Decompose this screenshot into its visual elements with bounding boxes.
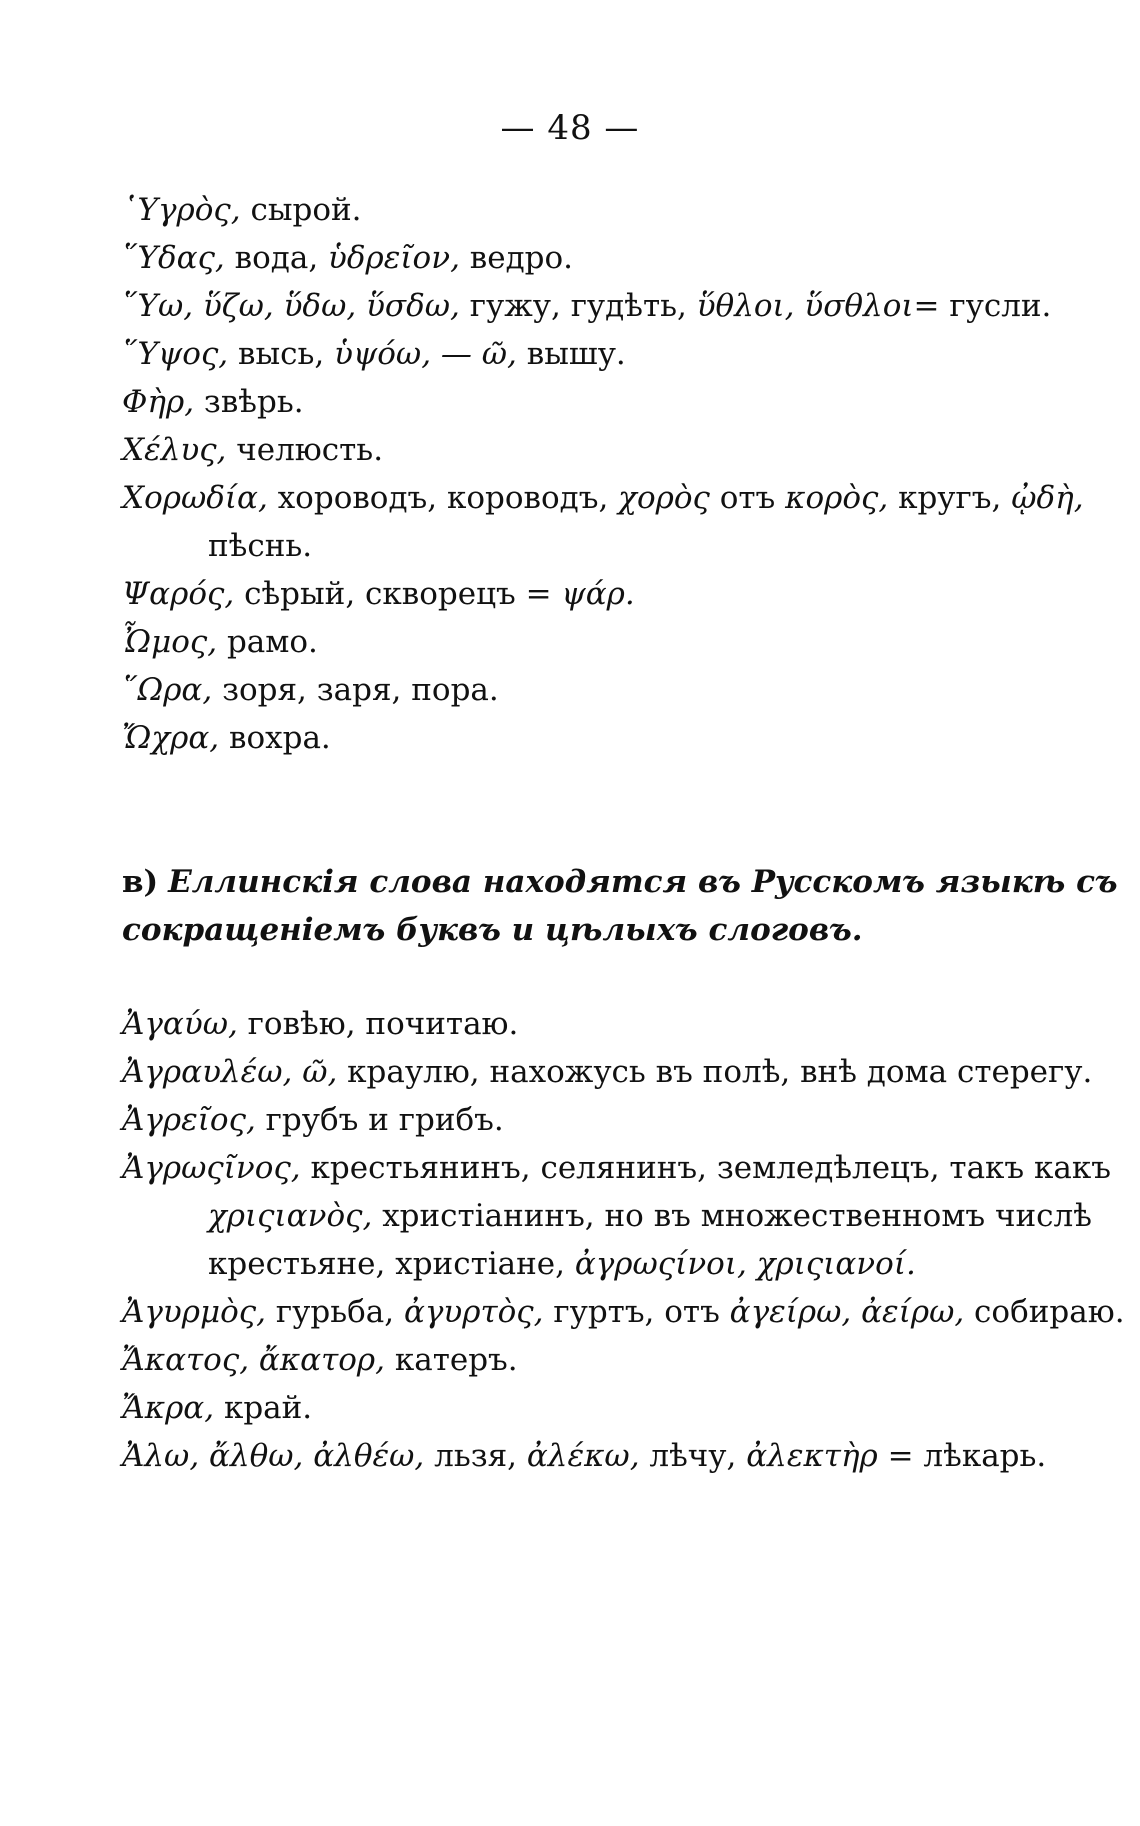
greek-term: Ἀγρεῖος,: [122, 1102, 256, 1138]
greek-term: ῾Υγρὸς,: [122, 192, 241, 228]
russian-gloss: катеръ.: [385, 1342, 518, 1378]
russian-gloss: высь,: [228, 336, 335, 372]
dictionary-entry: [122, 330, 1128, 378]
dictionary-section-2: [0, 1000, 1140, 1480]
greek-term: Ἀγυρμὸς,: [122, 1294, 267, 1330]
dictionary-entry: [122, 282, 1128, 330]
greek-term: Χέλυς,: [122, 432, 227, 468]
dictionary-entry: [122, 1432, 1128, 1480]
russian-gloss: гурьба,: [266, 1294, 404, 1330]
greek-term: ὕθλοι, ὕσθλοι: [696, 288, 914, 324]
russian-gloss: лѣчу,: [639, 1438, 747, 1474]
dictionary-entry: [122, 1096, 1128, 1144]
greek-term: χριςιανὸς,: [208, 1198, 373, 1234]
russian-gloss: гужу, гудѣть,: [459, 288, 697, 324]
russian-gloss: вышу.: [516, 336, 626, 372]
heading-text: Еллинскія слова находятся въ Русскомъ языкѣ съ сокращеніемъ буквъ и цѣлыхъ слоговъ.: [122, 864, 1118, 948]
dictionary-section-1: [0, 186, 1140, 762]
dictionary-entry: [122, 1144, 1128, 1288]
russian-gloss: краулю, нахожусь въ полѣ, внѣ дома стерегу.: [337, 1054, 1093, 1090]
greek-term: ἀλεκτὴρ: [746, 1438, 878, 1474]
greek-term: ῞Υδας,: [122, 240, 225, 276]
russian-gloss: рамо.: [217, 624, 318, 660]
russian-gloss: = гусли.: [913, 288, 1052, 324]
russian-gloss: звѣрь.: [194, 384, 304, 420]
dictionary-entry: [122, 426, 1128, 474]
greek-term: ῞Ωρα,: [122, 672, 213, 708]
dictionary-entry: [122, 618, 1128, 666]
russian-gloss: зоря, заря, пора.: [212, 672, 499, 708]
greek-term: Ἀγραυλέω, ῶ,: [122, 1054, 338, 1090]
greek-term: Ἀγαύω,: [122, 1006, 238, 1042]
russian-gloss: собираю.: [964, 1294, 1125, 1330]
greek-term: ὑψόω, — ῶ,: [334, 336, 517, 372]
russian-gloss: ведро.: [459, 240, 574, 276]
greek-term: Ψαρός,: [122, 576, 235, 612]
dictionary-entry: [122, 1336, 1128, 1384]
page-number: — 48 —: [500, 108, 640, 148]
russian-gloss: кругъ,: [888, 480, 1012, 516]
russian-gloss: край.: [214, 1390, 313, 1426]
russian-gloss: хороводъ, короводъ,: [267, 480, 619, 516]
greek-term: κορὸς,: [785, 480, 889, 516]
dictionary-entry: [122, 234, 1128, 282]
russian-gloss: = лѣкарь.: [877, 1438, 1047, 1474]
greek-term: Ὦμος,: [122, 624, 218, 660]
greek-term: Ἄκρα,: [122, 1390, 215, 1426]
dictionary-entry: [122, 1000, 1128, 1048]
greek-term: ῞Υω, ὕζω, ὕδω, ὕσδω,: [122, 288, 460, 324]
russian-gloss: вохра.: [219, 720, 331, 756]
greek-term: ᾠδὴ,: [1011, 480, 1084, 516]
greek-term: ἀγυρτὸς,: [403, 1294, 544, 1330]
russian-gloss: крестьянинъ, селянинъ, земледѣлецъ, такъ какъ: [300, 1150, 1111, 1186]
dictionary-entry: [122, 186, 1128, 234]
russian-gloss: говѣю, почитаю.: [237, 1006, 519, 1042]
dictionary-entry: [122, 714, 1128, 762]
russian-gloss: вода,: [224, 240, 329, 276]
russian-gloss: гуртъ, отъ: [543, 1294, 730, 1330]
dictionary-entry: [122, 474, 1128, 570]
russian-gloss: сѣрый, скворецъ =: [234, 576, 562, 612]
greek-term: χορὸς: [618, 480, 710, 516]
greek-term: ὑδρεῖον,: [328, 240, 460, 276]
dictionary-entry: [122, 570, 1128, 618]
dictionary-entry: [122, 666, 1128, 714]
dictionary-entry: [122, 1288, 1128, 1336]
greek-term: Ἀλω, ἄλθω, ἀλθέω,: [122, 1438, 425, 1474]
section-heading: [122, 858, 1132, 954]
greek-term: Ἄκατος, ἄκατορ,: [122, 1342, 385, 1378]
greek-term: ἀλέκω,: [526, 1438, 640, 1474]
russian-gloss: сырой.: [240, 192, 362, 228]
greek-term: Ἀγρωςῖνος,: [122, 1150, 301, 1186]
dictionary-entry: [122, 1384, 1128, 1432]
russian-gloss: льзя,: [424, 1438, 527, 1474]
russian-gloss: христіанинъ, но въ множественномъ числѣ крестьяне, христіане,: [208, 1198, 1092, 1282]
dictionary-entry: [122, 1048, 1128, 1096]
dictionary-entry: [122, 378, 1128, 426]
greek-term: ἀγείρω, ἀείρω,: [729, 1294, 965, 1330]
greek-term: ῞Υψος,: [122, 336, 229, 372]
russian-gloss: отъ: [709, 480, 786, 516]
russian-gloss: грубъ и грибъ.: [255, 1102, 504, 1138]
greek-term: ἀγρωςίνοι, χριςιανοί.: [574, 1246, 916, 1282]
greek-term: Φὴρ,: [122, 384, 195, 420]
russian-gloss: челюсть.: [226, 432, 384, 468]
greek-term: Χορωδία,: [122, 480, 268, 516]
heading-marker: в): [122, 864, 159, 900]
greek-term: Ὤχρα,: [122, 720, 220, 756]
russian-gloss: пѣснь.: [208, 528, 313, 564]
greek-term: ψάρ.: [561, 576, 635, 612]
